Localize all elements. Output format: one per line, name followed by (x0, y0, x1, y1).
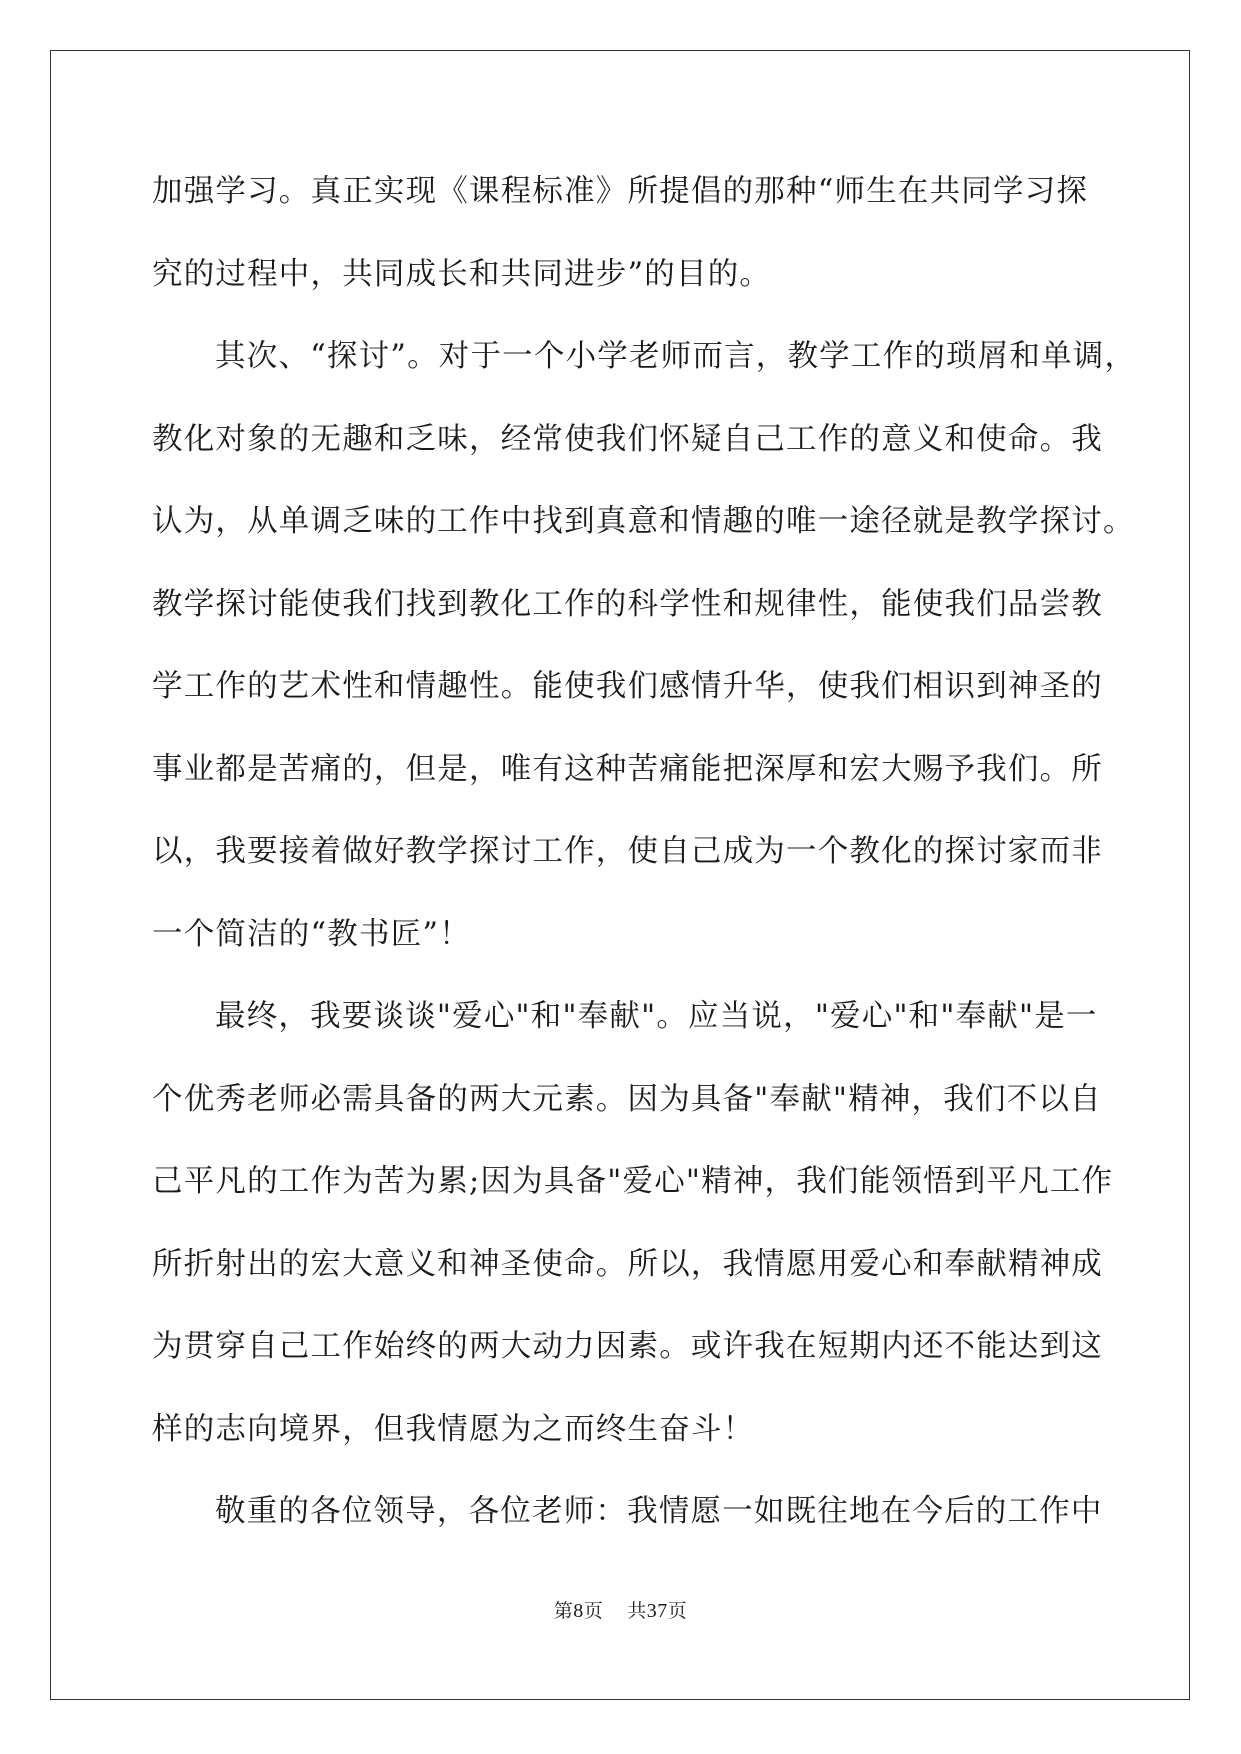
paragraph-start-line: 最终，我要谈谈"爱心"和"奉献"。应当说，"爱心"和"奉献"是一 (215, 999, 1098, 1034)
page-prefix: 第 (553, 1600, 574, 1622)
total-prefix: 共 (627, 1600, 647, 1622)
page-footer (0, 1596, 1241, 1623)
text-line: 一个简洁的“教书匠”！ (152, 916, 471, 952)
text-line: 究的过程中，共同成长和共同进步”的目的。 (152, 256, 772, 292)
total-suffix: 页 (667, 1600, 688, 1622)
text-line: 所折射出的宏大意义和神圣使命。所以，我情愿用爱心和奉献精神成 (152, 1246, 1103, 1282)
text-line: 个优秀老师必需具备的两大元素。因为具备"奉献"精神，我们不以自 (152, 1081, 1102, 1117)
page-number: 8 (573, 1600, 584, 1622)
text-line: 样的志向境界，但我情愿为之而终生奋斗！ (152, 1411, 755, 1447)
text-line: 事业都是苦痛的，但是，唯有这种苦痛能把深厚和宏大赐予我们。所 (152, 751, 1103, 787)
text-line: 己平凡的工作为苦为累;因为具备"爱心"精神，我们能领悟到平凡工作 (152, 1164, 1114, 1199)
paragraph-start-line: 其次、“探讨”。对于一个小学老师而言，教学工作的琐屑和单调， (215, 339, 1137, 374)
text-line: 以，我要接着做好教学探讨工作，使自己成为一个教化的探讨家而非 (152, 834, 1103, 869)
text-line: 为贯穿自己工作始终的两大动力因素。或许我在短期内还不能达到这 (152, 1329, 1103, 1364)
document-body (152, 162, 1137, 1565)
text-line: 认为，从单调乏味的工作中找到真意和情趣的唯一途径就是教学探讨。 (152, 504, 1135, 539)
total-pages: 37 (646, 1600, 668, 1622)
text-line: 教化对象的无趣和乏味，经常使我们怀疑自己工作的意义和使命。我 (152, 421, 1103, 457)
text-line: 教学探讨能使我们找到教化工作的科学性和规律性，能使我们品尝教 (152, 586, 1103, 622)
text-line: 学工作的艺术性和情趣性。能使我们感情升华，使我们相识到神圣的 (152, 669, 1103, 704)
text-line: 加强学习。真正实现《课程标准》所提倡的那种“师生在共同学习探 (152, 174, 1089, 209)
page-suffix: 页 (583, 1600, 604, 1622)
paragraph-start-line: 敬重的各位领导，各位老师：我情愿一如既往地在今后的工作中 (215, 1494, 1103, 1529)
